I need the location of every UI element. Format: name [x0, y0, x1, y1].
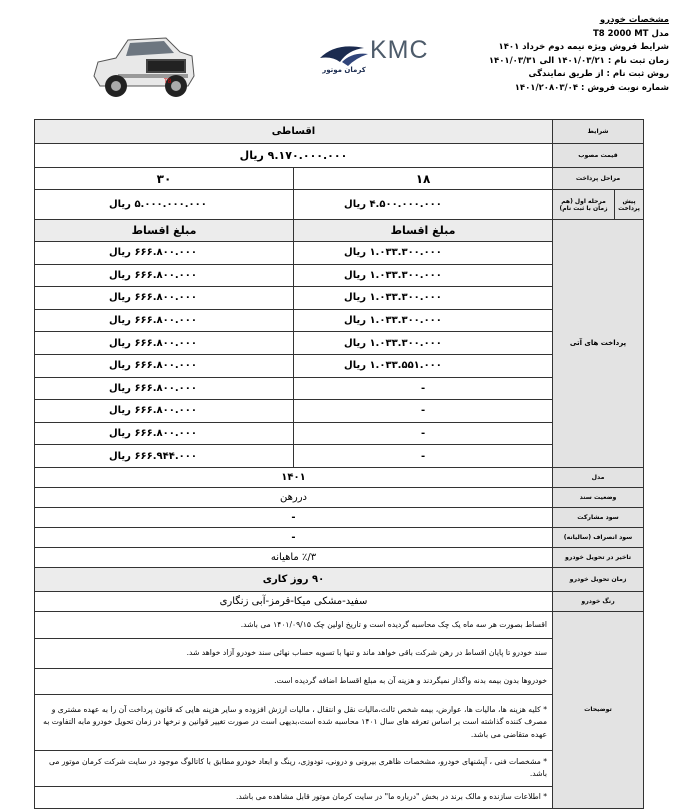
doc-status-value: دررهن [35, 487, 553, 507]
delay-value: ۳/٪ ماهیانه [35, 547, 553, 567]
inst-header-18: مبلغ اقساط [294, 220, 553, 242]
color-label: رنگ خودرو [553, 591, 644, 611]
prepay-18: ۴.۵۰۰.۰۰۰.۰۰۰ ریال [294, 190, 553, 220]
prepay-30: ۵.۰۰۰.۰۰۰.۰۰۰ ریال [35, 190, 294, 220]
car-plate: T8 [164, 78, 172, 85]
price-label: قیمت مصوب [553, 144, 644, 168]
inst-30-6: ۶۶۶.۸۰۰.۰۰۰ ریال [35, 354, 294, 377]
spec-title: مشخصات خودرو [599, 15, 669, 25]
note-2: سند خودرو تا پایان اقساط در رهن شرکت باقی خواهد ماند و تنها با تسویه حساب نهائی سند خودرو آزاد خواهد شد. [35, 638, 553, 668]
inst-18-1: ۱.۰۳۳.۳۰۰.۰۰۰ ریال [294, 242, 553, 265]
first-stage-label: مرحله اول (هم زمان با ثبت نام) [553, 190, 615, 220]
model-value: ۱۴۰۱ [35, 467, 553, 487]
inst-18-6: ۱.۰۳۳.۵۵۱.۰۰۰ ریال [294, 354, 553, 377]
note-1: اقساط بصورت هر سه ماه یک چک محاسبه گردیده است و تاریخ اولین چک ۱۴۰۱/۰۹/۱۵ می باشد. [35, 611, 553, 638]
stage-18: ۱۸ [294, 168, 553, 190]
delivery-value: ۹۰ روز کاری [35, 567, 553, 591]
registration-time: زمان ثبت نام : ۱۴۰۱/۰۳/۲۱ الی ۱۴۰۱/۰۳/۳۱ [488, 55, 669, 66]
color-value: سفید-مشکی میکا-قرمز-آبی زنگاری [35, 591, 553, 611]
sale-terms: شرایط فروش ویژه نیمه دوم خرداد ۱۴۰۱ [498, 42, 669, 53]
doc-status-label: وضعیت سند [553, 487, 644, 507]
inst-18-8: - [294, 400, 553, 423]
inst-18-9: - [294, 422, 553, 445]
inst-18-10: - [294, 445, 553, 468]
cancel-profit-label: سود انصراف (سالیانه) [553, 527, 644, 547]
delay-label: تاخیر در تحویل خودرو [553, 547, 644, 567]
model-line: مدل T8 2000 MT [592, 28, 669, 39]
inst-30-10: ۶۶۶.۹۴۴.۰۰۰ ریال [35, 445, 294, 468]
note-3: خودروها بدون بیمه بدنه واگذار نمیگردند و هزینه آن به مبلغ اقساط اضافه گردیده است. [35, 668, 553, 694]
note-4: * کلیه هزینه ها، مالیات ها، عوارض، بیمه شخص ثالث،مالیات نقل و انتقال ، مالیات ارزش افزوده و سایر هزینه هایی که قانون پرداخت آن را به عهده مشتری و مصرف کننده گذاشته است بر اساس تعرفه های سال ۱۴۰۱ محاسبه شده است،بدیهی است در صورت تغییر قوانین و نرخها در زمان تحویل خودرو مابه التفاوت به عهده متقاضی می باشد. [35, 694, 553, 750]
sale-turn: شماره نوبت فروش : ۱۴۰۱/۲۰۸۰۳/۰۴ [514, 82, 669, 93]
terms-value: اقساطی [35, 120, 553, 144]
kmc-logo-icon [318, 40, 370, 74]
note-6: * اطلاعات سازنده و مالک برند در بخش "درباره ما" در سایت کرمان موتور قابل مشاهده می باشد. [35, 786, 553, 808]
sale-conditions-table [34, 119, 644, 809]
brand-fa: کرمان موتور [322, 66, 366, 74]
inst-18-7: - [294, 377, 553, 400]
inst-18-5: ۱.۰۳۳.۳۰۰.۰۰۰ ریال [294, 332, 553, 355]
inst-18-3: ۱.۰۳۳.۳۰۰.۰۰۰ ریال [294, 287, 553, 310]
inst-18-4: ۱.۰۳۳.۳۰۰.۰۰۰ ریال [294, 309, 553, 332]
stage-30: ۳۰ [35, 168, 294, 190]
notes-label: توضیحات [553, 611, 644, 808]
partnership-label: سود مشارکت [553, 507, 644, 527]
terms-label: شرایط [553, 120, 644, 144]
inst-30-2: ۶۶۶.۸۰۰.۰۰۰ ریال [35, 264, 294, 287]
header [0, 0, 687, 118]
inst-30-9: ۶۶۶.۸۰۰.۰۰۰ ریال [35, 422, 294, 445]
future-payments-label: پرداخت های آتی [553, 220, 644, 468]
registration-method: روش ثبت نام : از طریق نمایندگی [528, 69, 669, 80]
model-label: مدل [553, 467, 644, 487]
inst-header-30: مبلغ اقساط [35, 220, 294, 242]
delivery-label: زمان تحویل خودرو [553, 567, 644, 591]
note-5: * مشخصات فنی ، آپشنهای خودرو، مشخصات ظاهری بیرونی و درونی، تودوزی، رینگ و ابعاد خودرو مطابق با کاتالوگ موجود در سایت شرکت کرمان موتور می باشد. [35, 750, 553, 786]
inst-30-8: ۶۶۶.۸۰۰.۰۰۰ ریال [35, 400, 294, 423]
inst-18-2: ۱.۰۳۳.۳۰۰.۰۰۰ ریال [294, 264, 553, 287]
inst-30-7: ۶۶۶.۸۰۰.۰۰۰ ریال [35, 377, 294, 400]
price-value: ۹.۱۷۰.۰۰۰.۰۰۰ ریال [35, 144, 553, 168]
cancel-profit-value: - [35, 527, 553, 547]
spec-block [479, 14, 669, 96]
inst-30-5: ۶۶۶.۸۰۰.۰۰۰ ریال [35, 332, 294, 355]
prepay-label: پیش پرداخت [615, 190, 644, 220]
pickup-truck-image [88, 26, 198, 106]
stages-label: مراحل پرداخت [553, 168, 644, 190]
inst-30-1: ۶۶۶.۸۰۰.۰۰۰ ریال [35, 242, 294, 265]
inst-30-3: ۶۶۶.۸۰۰.۰۰۰ ریال [35, 287, 294, 310]
inst-30-4: ۶۶۶.۸۰۰.۰۰۰ ریال [35, 309, 294, 332]
partnership-value: - [35, 507, 553, 527]
brand-en: KMC [370, 36, 429, 64]
